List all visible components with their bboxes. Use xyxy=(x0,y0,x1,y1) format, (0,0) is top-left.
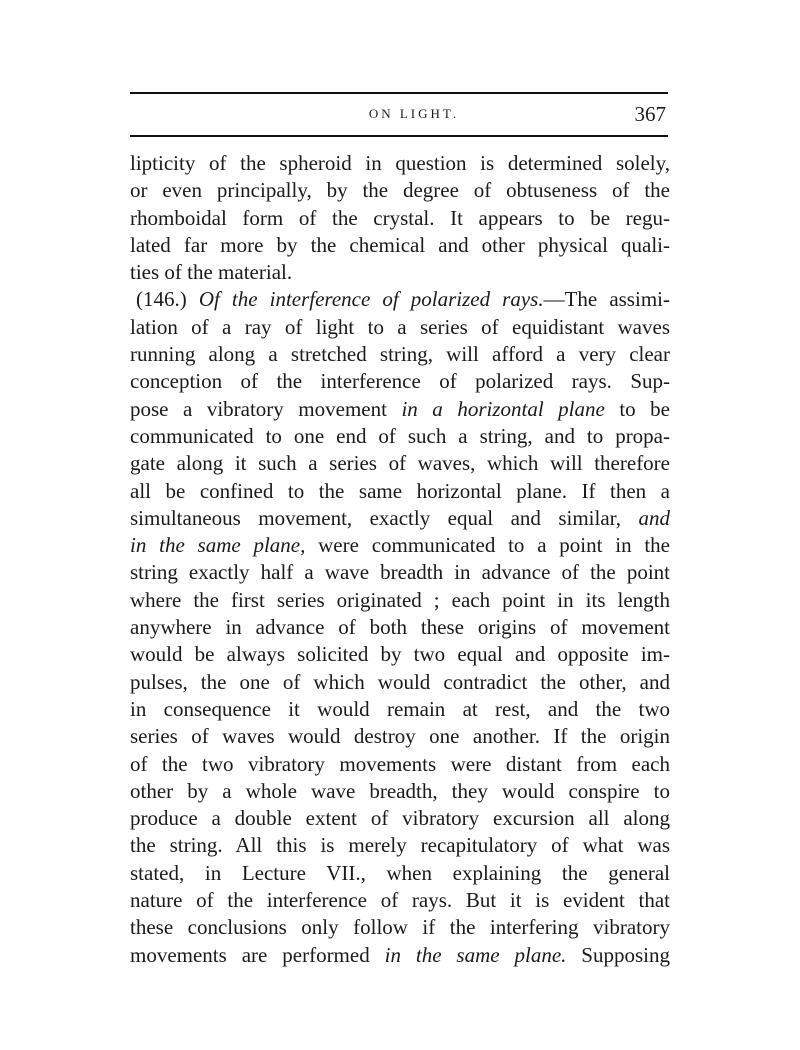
text-line: running along a stretched string, will afford a very clear xyxy=(130,342,670,367)
text-line: would be always solicited by two equal and opposite im- xyxy=(130,642,670,667)
page-number: 367 xyxy=(634,102,666,126)
text-line: produce a double extent of vibratory excursion all along xyxy=(130,806,670,831)
text-line: the string. All this is merely recapitulatory of what was xyxy=(130,833,670,858)
text-line: movements are performed in the same plane. Supposing xyxy=(130,942,670,967)
text-line: (146.) Of the interference of polarized rays.—The assimi- xyxy=(136,287,670,312)
text-line: lipticity of the spheroid in question is determined solely, xyxy=(130,151,670,175)
text-line: in the same plane, were communicated to a point in the xyxy=(130,533,670,558)
running-title: ON LIGHT. xyxy=(368,106,460,121)
text-line: pulses, the one of which would contradict the other, and xyxy=(130,669,670,694)
text-line: of the two vibratory movements were distant from each xyxy=(130,751,670,776)
text-line: ties of the material. xyxy=(130,260,293,285)
text-line: or even principally, by the degree of obtuseness of the xyxy=(130,178,670,203)
text-line: pose a vibratory movement in a horizontal plane to be xyxy=(130,396,670,421)
text-line: these conclusions only follow if the interfering vibratory xyxy=(130,915,670,940)
running-head xyxy=(130,104,668,126)
header-rule-top xyxy=(130,92,668,94)
text-line: simultaneous movement, exactly equal and similar, and xyxy=(130,505,670,530)
text-line: nature of the interference of rays. But it is evident that xyxy=(130,888,670,913)
text-line: conception of the interference of polarized rays. Sup- xyxy=(130,369,670,394)
text-line: gate along it such a series of waves, which will therefore xyxy=(130,451,670,476)
text-line: all be confined to the same horizontal plane. If then a xyxy=(130,478,670,503)
text-line: string exactly half a wave breadth in advance of the point xyxy=(130,560,670,585)
text-line: lated far more by the chemical and other physical quali- xyxy=(130,232,670,257)
text-line: where the first series originated ; each point in its length xyxy=(130,587,670,612)
text-line: in consequence it would remain at rest, and the two xyxy=(130,696,670,721)
body-text xyxy=(130,150,670,969)
text-line: anywhere in advance of both these origins of movement xyxy=(130,615,670,640)
text-line: stated, in Lecture VII., when explaining the general xyxy=(130,860,670,885)
text-line: lation of a ray of light to a series of equidistant waves xyxy=(130,314,670,339)
text-line: rhomboidal form of the crystal. It appears to be regu- xyxy=(130,205,670,230)
header-rule-bottom xyxy=(130,135,668,137)
text-line: communicated to one end of such a string, and to propa- xyxy=(130,423,670,448)
text-line: series of waves would destroy one another. If the origin xyxy=(130,724,670,749)
text-line: other by a whole wave breadth, they would conspire to xyxy=(130,778,670,803)
